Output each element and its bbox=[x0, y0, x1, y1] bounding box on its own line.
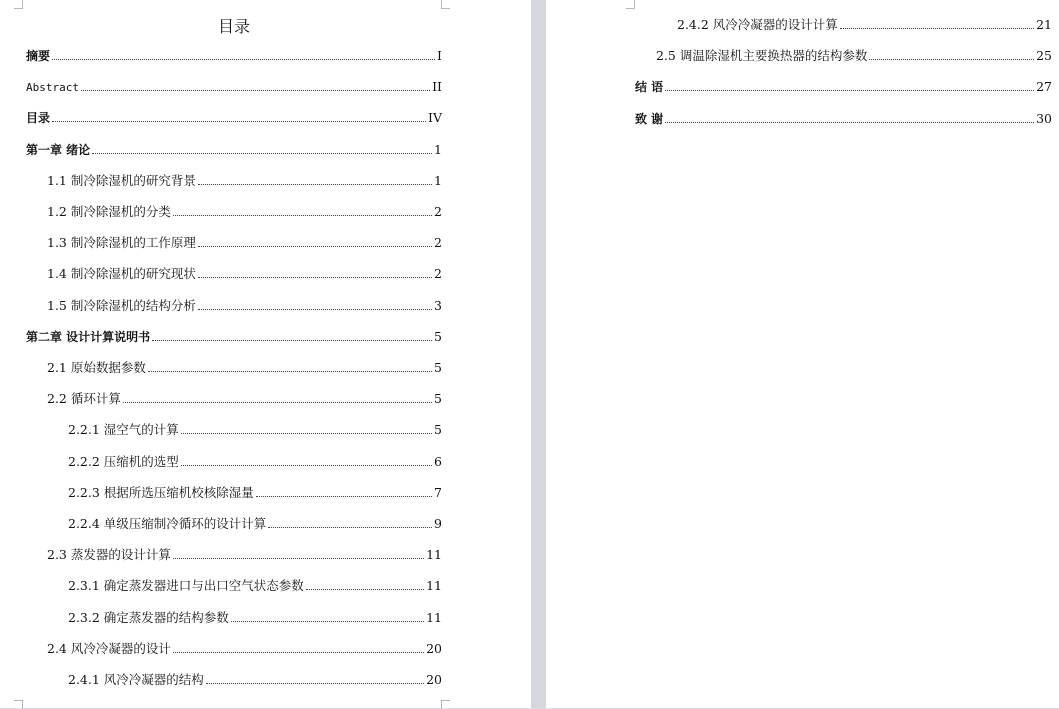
toc-entry-label: 2.3.1 确定蒸发器进口与出口空气状态参数 bbox=[68, 578, 304, 594]
toc-dot-leader bbox=[840, 16, 1034, 29]
toc-dot-leader bbox=[306, 577, 424, 590]
toc-entry-label: 1.4 制冷除湿机的研究现状 bbox=[47, 266, 196, 282]
toc-dot-leader bbox=[198, 265, 432, 278]
toc-entry-label: 2.2.2 压缩机的选型 bbox=[68, 453, 179, 469]
toc-entry[interactable] bbox=[26, 141, 442, 159]
toc-entry-label: 2.2.4 单级压缩制冷循环的设计计算 bbox=[68, 516, 267, 531]
toc-entry[interactable] bbox=[26, 78, 442, 96]
toc-dot-leader bbox=[148, 359, 432, 372]
toc-dot-leader bbox=[52, 109, 426, 122]
toc-entry-label: 2.1 原始数据参数 bbox=[47, 360, 146, 375]
toc-dot-leader bbox=[173, 203, 432, 216]
toc-page-number: 1 bbox=[434, 172, 442, 188]
toc-dot-leader bbox=[181, 453, 432, 466]
toc-entry-label: 2.2 循环计算 bbox=[47, 391, 121, 407]
toc-entry-label: 第一章 绪论 bbox=[26, 142, 91, 157]
toc-dot-leader bbox=[92, 141, 432, 154]
toc-page-number: 5 bbox=[434, 391, 442, 407]
toc-entry-label: 1.1 制冷除湿机的研究背景 bbox=[47, 172, 196, 188]
toc-entry-label: Abstract bbox=[26, 81, 79, 95]
toc-entry[interactable] bbox=[47, 640, 442, 658]
toc-entry[interactable] bbox=[68, 453, 442, 471]
toc-page-number: 5 bbox=[434, 360, 442, 375]
toc-page-number: 11 bbox=[426, 578, 442, 594]
toc-dot-leader bbox=[173, 640, 424, 653]
toc-entry-label: 1.5 制冷除湿机的结构分析 bbox=[47, 297, 196, 313]
toc-page-number: 3 bbox=[434, 297, 442, 313]
toc-page-number: 5 bbox=[434, 328, 442, 344]
toc-page-number: 21 bbox=[1036, 17, 1052, 32]
toc-page-number: 11 bbox=[426, 609, 442, 625]
toc-entry[interactable] bbox=[47, 359, 442, 377]
toc-entry[interactable] bbox=[47, 203, 442, 221]
toc-dot-leader bbox=[665, 78, 1034, 91]
document-page-right bbox=[546, 0, 1059, 708]
toc-page-number: 2 bbox=[434, 235, 442, 251]
toc-dot-leader bbox=[198, 297, 432, 310]
toc-entry-label: 2.4.2 风冷冷凝器的设计计算 bbox=[677, 17, 838, 32]
toc-dot-leader bbox=[206, 671, 424, 684]
toc-entry[interactable] bbox=[26, 109, 442, 127]
toc-dot-leader bbox=[81, 78, 430, 91]
toc-page-number: 20 bbox=[426, 640, 442, 656]
toc-entry[interactable] bbox=[635, 78, 1052, 96]
toc-dot-leader bbox=[231, 609, 424, 622]
toc-page-number: 27 bbox=[1036, 79, 1052, 95]
toc-title: 目录 bbox=[217, 17, 250, 36]
toc-entry[interactable] bbox=[68, 484, 442, 502]
toc-entry[interactable] bbox=[47, 172, 442, 190]
toc-page-number: 25 bbox=[1036, 48, 1052, 64]
margin-corner-mark bbox=[14, 0, 23, 9]
toc-dot-leader bbox=[181, 421, 432, 434]
toc-entry[interactable] bbox=[68, 609, 442, 627]
toc-page-number: 11 bbox=[426, 547, 442, 563]
toc-entry-label: 第二章 设计计算说明书 bbox=[26, 329, 151, 344]
toc-page-number: II bbox=[432, 79, 442, 95]
toc-dot-leader bbox=[869, 47, 1034, 60]
toc-entry[interactable] bbox=[47, 265, 442, 283]
toc-dot-leader bbox=[152, 328, 432, 341]
toc-dot-leader bbox=[52, 47, 435, 60]
toc-entry-label: 目录 bbox=[26, 111, 51, 126]
toc-dot-leader bbox=[173, 546, 424, 559]
toc-entry[interactable] bbox=[47, 297, 442, 315]
toc-entry[interactable] bbox=[26, 47, 442, 65]
toc-page-number: 7 bbox=[434, 484, 442, 500]
toc-page-number: 2 bbox=[434, 266, 442, 282]
page-gutter bbox=[531, 0, 546, 708]
toc-entry[interactable] bbox=[47, 546, 442, 564]
toc-entry-label: 2.2.3 根据所选压缩机校核除湿量 bbox=[68, 484, 254, 500]
toc-entry[interactable] bbox=[68, 671, 442, 689]
toc-entry[interactable] bbox=[47, 234, 442, 252]
toc-page-number: 30 bbox=[1036, 110, 1052, 126]
toc-entry-label: 2.4.1 风冷冷凝器的结构 bbox=[68, 672, 204, 687]
toc-entry[interactable] bbox=[68, 515, 442, 533]
toc-entry-label: 2.3 蒸发器的设计计算 bbox=[47, 547, 171, 563]
toc-page-number: 20 bbox=[426, 672, 442, 687]
margin-corner-mark bbox=[441, 0, 450, 9]
toc-page-number: I bbox=[437, 48, 442, 63]
toc-entry-label: 1.2 制冷除湿机的分类 bbox=[47, 204, 171, 219]
toc-dot-leader bbox=[198, 172, 432, 185]
toc-page-number: 2 bbox=[434, 204, 442, 219]
toc-page-number: 6 bbox=[434, 453, 442, 469]
toc-entry-label: 1.3 制冷除湿机的工作原理 bbox=[47, 235, 196, 251]
toc-entry[interactable] bbox=[68, 421, 442, 439]
toc-entry[interactable] bbox=[26, 328, 442, 346]
toc-dot-leader bbox=[123, 390, 432, 403]
toc-entry[interactable] bbox=[656, 47, 1052, 65]
toc-dot-leader bbox=[256, 484, 432, 497]
toc-dot-leader bbox=[198, 234, 432, 247]
toc-entry-label: 结 语 bbox=[635, 80, 664, 95]
toc-entry[interactable] bbox=[677, 16, 1052, 34]
toc-page-number: 1 bbox=[434, 141, 442, 157]
toc-dot-leader bbox=[665, 110, 1034, 123]
toc-entry[interactable] bbox=[635, 110, 1052, 128]
toc-page-number: 9 bbox=[434, 516, 442, 531]
toc-page-number: IV bbox=[428, 110, 442, 126]
toc-entry-label: 2.4 风冷冷凝器的设计 bbox=[47, 640, 171, 656]
toc-entry-label: 2.5 调温除湿机主要换热器的结构参数 bbox=[656, 48, 868, 64]
toc-dot-leader bbox=[268, 515, 432, 528]
toc-entry-label: 2.2.1 湿空气的计算 bbox=[68, 422, 179, 438]
toc-entry-label: 摘要 bbox=[26, 49, 51, 63]
toc-page-number: 5 bbox=[434, 422, 442, 438]
toc-entry-label: 2.3.2 确定蒸发器的结构参数 bbox=[68, 609, 229, 625]
toc-entry[interactable] bbox=[47, 390, 442, 408]
margin-corner-mark bbox=[626, 0, 635, 9]
toc-entry-label: 致 谢 bbox=[635, 111, 664, 126]
toc-entry[interactable] bbox=[68, 577, 442, 595]
